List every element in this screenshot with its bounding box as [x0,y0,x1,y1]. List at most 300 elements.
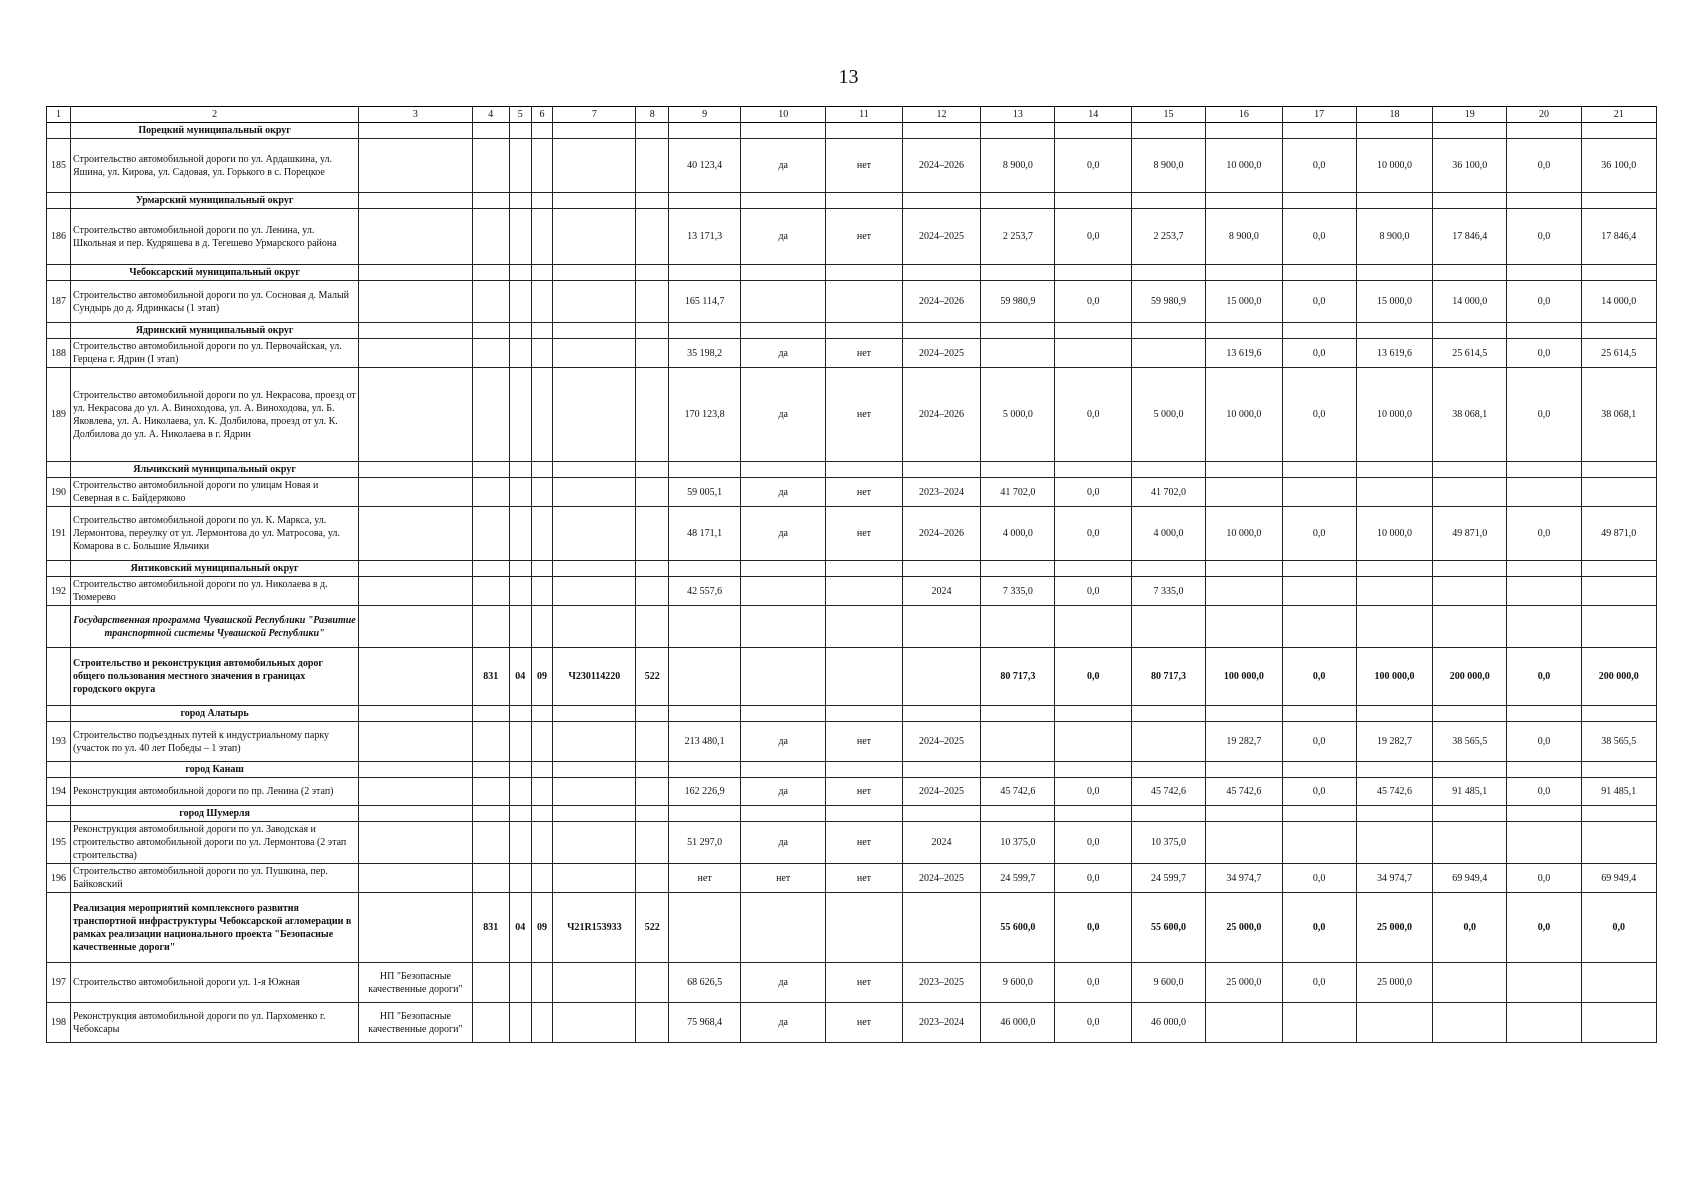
cell: 0,0 [1282,368,1356,462]
empty-cell [1507,265,1581,281]
cell: 42 557,6 [669,577,741,606]
empty-cell [669,123,741,139]
cell: 0,0 [1282,648,1356,706]
row-number: 192 [47,577,71,606]
empty-cell [47,706,71,722]
cell [636,963,669,1003]
column-number: 5 [509,107,531,123]
cell: 55 600,0 [981,893,1055,963]
empty-cell [1206,123,1282,139]
empty-cell [1206,762,1282,778]
cell: 0,0 [1282,139,1356,193]
cell [1433,1003,1507,1043]
row-number [47,893,71,963]
empty-cell [826,123,902,139]
empty-cell [826,561,902,577]
empty-cell [1206,606,1282,648]
object-name: Строительство автомобильной дороги по ул. Пушкина, пер. Байковский [71,864,359,893]
empty-cell [669,806,741,822]
table-row [47,778,1657,806]
column-number: 4 [472,107,509,123]
empty-cell [509,561,531,577]
cell [826,648,902,706]
empty-cell [531,706,553,722]
empty-cell [1433,561,1507,577]
cell [1433,822,1507,864]
cell [1282,478,1356,507]
cell: 49 871,0 [1433,507,1507,561]
empty-cell [472,806,509,822]
row-number: 189 [47,368,71,462]
cell: да [741,507,826,561]
empty-cell [669,323,741,339]
cell [531,507,553,561]
cell: 24 599,7 [981,864,1055,893]
cell: 35 198,2 [669,339,741,368]
cell: 13 619,6 [1206,339,1282,368]
cell [553,139,636,193]
cell: нет [826,507,902,561]
empty-cell [1282,706,1356,722]
empty-cell [553,606,636,648]
empty-cell [1055,193,1131,209]
empty-cell [472,706,509,722]
empty-cell [509,462,531,478]
row-number: 190 [47,478,71,507]
cell: 0,0 [1055,368,1131,462]
empty-cell [826,265,902,281]
empty-cell [1433,193,1507,209]
empty-cell [1433,762,1507,778]
empty-cell [826,706,902,722]
cell: 7 335,0 [1131,577,1205,606]
section-title: Порецкий муниципальный округ [71,123,359,139]
empty-cell [669,762,741,778]
cell [472,139,509,193]
cell: 8 900,0 [1206,209,1282,265]
cell: 170 123,8 [669,368,741,462]
empty-cell [472,561,509,577]
empty-cell [1507,606,1581,648]
cell [741,893,826,963]
cell: 5 000,0 [1131,368,1205,462]
cell: 10 000,0 [1356,368,1432,462]
empty-cell [531,606,553,648]
section-title: Яльчикский муниципальный округ [71,462,359,478]
empty-cell [1206,706,1282,722]
empty-cell [359,706,473,722]
cell [981,722,1055,762]
empty-cell [509,265,531,281]
cell [1433,577,1507,606]
empty-cell [509,323,531,339]
empty-cell [826,462,902,478]
empty-cell [636,323,669,339]
section-title: город Канаш [71,762,359,778]
cell: 0,0 [1055,864,1131,893]
column-number: 6 [531,107,553,123]
cell [509,822,531,864]
object-name: Строительство автомобильной дороги ул. 1-я Южная [71,963,359,1003]
empty-cell [1131,606,1205,648]
empty-cell [636,193,669,209]
cell [472,722,509,762]
cell [1282,577,1356,606]
cell: 41 702,0 [981,478,1055,507]
cell: 59 005,1 [669,478,741,507]
page-number: 13 [838,66,859,88]
empty-cell [981,123,1055,139]
cell: 200 000,0 [1581,648,1656,706]
table-row [47,864,1657,893]
empty-cell [1356,561,1432,577]
cell: 2024–2025 [902,722,981,762]
cell [1507,478,1581,507]
table-row [47,478,1657,507]
cell: 2024 [902,577,981,606]
cell [1206,478,1282,507]
column-number: 14 [1055,107,1131,123]
empty-cell [47,561,71,577]
cell: 59 980,9 [981,281,1055,323]
table-row [47,507,1657,561]
cell [472,368,509,462]
empty-cell [531,762,553,778]
cell: нет [826,822,902,864]
empty-cell [981,462,1055,478]
cell [359,507,473,561]
object-name: Строительство автомобильной дороги по ул. Ардашкина, ул. Яшина, ул. Кирова, ул. Садовая, ул. Горького в с. Порецкое [71,139,359,193]
empty-cell [1131,561,1205,577]
cell [636,507,669,561]
row-number: 196 [47,864,71,893]
cell: 831 [472,893,509,963]
empty-cell [47,606,71,648]
empty-cell [553,762,636,778]
empty-cell [47,123,71,139]
empty-cell [509,606,531,648]
empty-cell [1282,762,1356,778]
object-name: Строительство автомобильной дороги по ул. Николаева в д. Тюмерево [71,577,359,606]
cell [359,648,473,706]
budget-table [46,106,1657,1043]
cell: 36 100,0 [1581,139,1656,193]
object-name: Реконструкция автомобильной дороги по пр. Ленина (2 этап) [71,778,359,806]
cell [1433,963,1507,1003]
empty-cell [1581,561,1656,577]
empty-cell [47,193,71,209]
cell [741,577,826,606]
empty-cell [981,762,1055,778]
cell: 13 619,6 [1356,339,1432,368]
cell: 09 [531,893,553,963]
cell [359,368,473,462]
cell: 0,0 [1507,281,1581,323]
empty-cell [741,462,826,478]
cell [359,864,473,893]
cell: 38 068,1 [1433,368,1507,462]
empty-cell [1282,265,1356,281]
empty-cell [1055,606,1131,648]
empty-cell [47,265,71,281]
empty-cell [509,193,531,209]
object-name: Строительство автомобильной дороги по ул. Некрасова, проезд от ул. Некрасова до ул. А. Виноходова, ул. А. Виноходова, ул. Б. Яковлева, ул. А. Николаева, ул. К. Долбилова, проезд от ул. К. Долбилова до ул. А. Николаева в г. Ядрин [71,368,359,462]
cell: 0,0 [1581,893,1656,963]
empty-cell [1507,806,1581,822]
empty-cell [1055,561,1131,577]
cell [636,368,669,462]
empty-cell [531,193,553,209]
cell: Ч21R153933 [553,893,636,963]
empty-cell [669,606,741,648]
empty-cell [531,123,553,139]
cell [826,893,902,963]
cell [472,281,509,323]
cell: да [741,209,826,265]
empty-cell [669,706,741,722]
empty-cell [1507,123,1581,139]
cell: 2024–2026 [902,139,981,193]
object-name: Строительство автомобильной дороги по ул. Первочайская, ул. Герцена г. Ядрин (I этап) [71,339,359,368]
empty-cell [531,265,553,281]
cell: 59 980,9 [1131,281,1205,323]
cell [741,648,826,706]
cell: нет [826,963,902,1003]
cell [902,893,981,963]
empty-cell [1206,323,1282,339]
empty-cell [359,323,473,339]
cell [509,339,531,368]
empty-cell [741,561,826,577]
empty-cell [1356,323,1432,339]
cell: 17 846,4 [1433,209,1507,265]
cell: да [741,963,826,1003]
empty-cell [1581,606,1656,648]
cell: 10 375,0 [1131,822,1205,864]
cell [1581,963,1656,1003]
cell [1206,822,1282,864]
cell: 2024–2026 [902,507,981,561]
table-row [47,368,1657,462]
cell: 15 000,0 [1356,281,1432,323]
cell: 0,0 [1055,893,1131,963]
cell: 10 000,0 [1356,139,1432,193]
table-row [47,139,1657,193]
cell [1356,577,1432,606]
cell [1581,1003,1656,1043]
cell: нет [669,864,741,893]
empty-cell [47,762,71,778]
empty-cell [359,762,473,778]
cell [531,822,553,864]
table-row [47,1003,1657,1043]
table-row [47,648,1657,706]
cell [531,339,553,368]
empty-cell [553,265,636,281]
cell [1507,822,1581,864]
empty-cell [1433,123,1507,139]
cell [553,339,636,368]
row-number: 194 [47,778,71,806]
cell: 69 949,4 [1581,864,1656,893]
empty-cell [1282,193,1356,209]
cell: 04 [509,648,531,706]
cell [1433,478,1507,507]
cell: 5 000,0 [981,368,1055,462]
empty-cell [1131,193,1205,209]
section-row [47,561,1657,577]
cell [553,963,636,1003]
cell: 165 114,7 [669,281,741,323]
row-number: 197 [47,963,71,1003]
empty-cell [553,323,636,339]
cell: НП "Безопасные качественные дороги" [359,963,473,1003]
cell: 2023–2024 [902,478,981,507]
empty-cell [981,806,1055,822]
empty-cell [359,606,473,648]
empty-cell [636,806,669,822]
column-number: 15 [1131,107,1205,123]
cell [636,209,669,265]
cell: 7 335,0 [981,577,1055,606]
empty-cell [1206,462,1282,478]
cell [359,822,473,864]
section-row [47,193,1657,209]
column-number: 19 [1433,107,1507,123]
empty-cell [1282,561,1356,577]
cell [1206,577,1282,606]
cell: 2 253,7 [981,209,1055,265]
cell: 0,0 [1055,963,1131,1003]
section-row [47,706,1657,722]
object-name: Строительство автомобильной дороги по ул. Сосновая д. Малый Сундырь до д. Ядринкасы (1 этап) [71,281,359,323]
empty-cell [981,193,1055,209]
empty-cell [1433,806,1507,822]
cell: 25 614,5 [1433,339,1507,368]
cell: 0,0 [1507,139,1581,193]
empty-cell [1131,323,1205,339]
empty-cell [981,606,1055,648]
empty-cell [47,323,71,339]
table-row [47,722,1657,762]
cell: 162 226,9 [669,778,741,806]
cell [636,722,669,762]
cell [553,722,636,762]
cell [553,822,636,864]
empty-cell [1507,706,1581,722]
cell: 100 000,0 [1206,648,1282,706]
empty-cell [1581,762,1656,778]
cell [531,281,553,323]
cell: 10 000,0 [1206,507,1282,561]
empty-cell [902,462,981,478]
cell: 19 282,7 [1206,722,1282,762]
cell [509,778,531,806]
column-number: 13 [981,107,1055,123]
empty-cell [1356,762,1432,778]
cell: нет [826,339,902,368]
empty-cell [509,706,531,722]
empty-cell [826,323,902,339]
row-number: 188 [47,339,71,368]
cell: да [741,822,826,864]
empty-cell [741,706,826,722]
cell [636,139,669,193]
column-number: 12 [902,107,981,123]
empty-cell [902,706,981,722]
cell [902,648,981,706]
empty-cell [1131,462,1205,478]
cell: нет [826,1003,902,1043]
cell: 91 485,1 [1433,778,1507,806]
empty-cell [1581,265,1656,281]
section-row [47,265,1657,281]
empty-cell [1356,806,1432,822]
empty-cell [636,606,669,648]
empty-cell [1581,806,1656,822]
cell: 0,0 [1507,507,1581,561]
cell: 0,0 [1055,139,1131,193]
cell: 831 [472,648,509,706]
cell [669,648,741,706]
empty-cell [472,265,509,281]
empty-cell [553,462,636,478]
cell [636,577,669,606]
empty-cell [359,265,473,281]
cell: 213 480,1 [669,722,741,762]
cell [553,209,636,265]
section-row [47,323,1657,339]
cell [531,577,553,606]
cell: 2024–2025 [902,778,981,806]
empty-cell [472,606,509,648]
cell: 0,0 [1055,1003,1131,1043]
empty-cell [1206,806,1282,822]
cell: 2024–2025 [902,209,981,265]
empty-cell [1581,323,1656,339]
empty-cell [741,806,826,822]
column-number: 3 [359,107,473,123]
empty-cell [981,323,1055,339]
section-row [47,462,1657,478]
cell: 40 123,4 [669,139,741,193]
empty-cell [1356,462,1432,478]
cell: 8 900,0 [1356,209,1432,265]
cell [981,339,1055,368]
column-number: 8 [636,107,669,123]
empty-cell [741,606,826,648]
cell [359,893,473,963]
cell: 0,0 [1282,893,1356,963]
cell [636,822,669,864]
section-title: город Алатырь [71,706,359,722]
cell: 0,0 [1055,778,1131,806]
cell: НП "Безопасные качественные дороги" [359,1003,473,1043]
cell [1507,963,1581,1003]
section-title: Чебоксарский муниципальный округ [71,265,359,281]
empty-cell [1356,123,1432,139]
cell: 0,0 [1507,368,1581,462]
cell: 17 846,4 [1581,209,1656,265]
empty-cell [1433,323,1507,339]
empty-cell [1206,561,1282,577]
cell: 45 742,6 [981,778,1055,806]
cell: да [741,368,826,462]
cell: 0,0 [1282,281,1356,323]
cell: 55 600,0 [1131,893,1205,963]
empty-cell [981,706,1055,722]
row-number: 193 [47,722,71,762]
